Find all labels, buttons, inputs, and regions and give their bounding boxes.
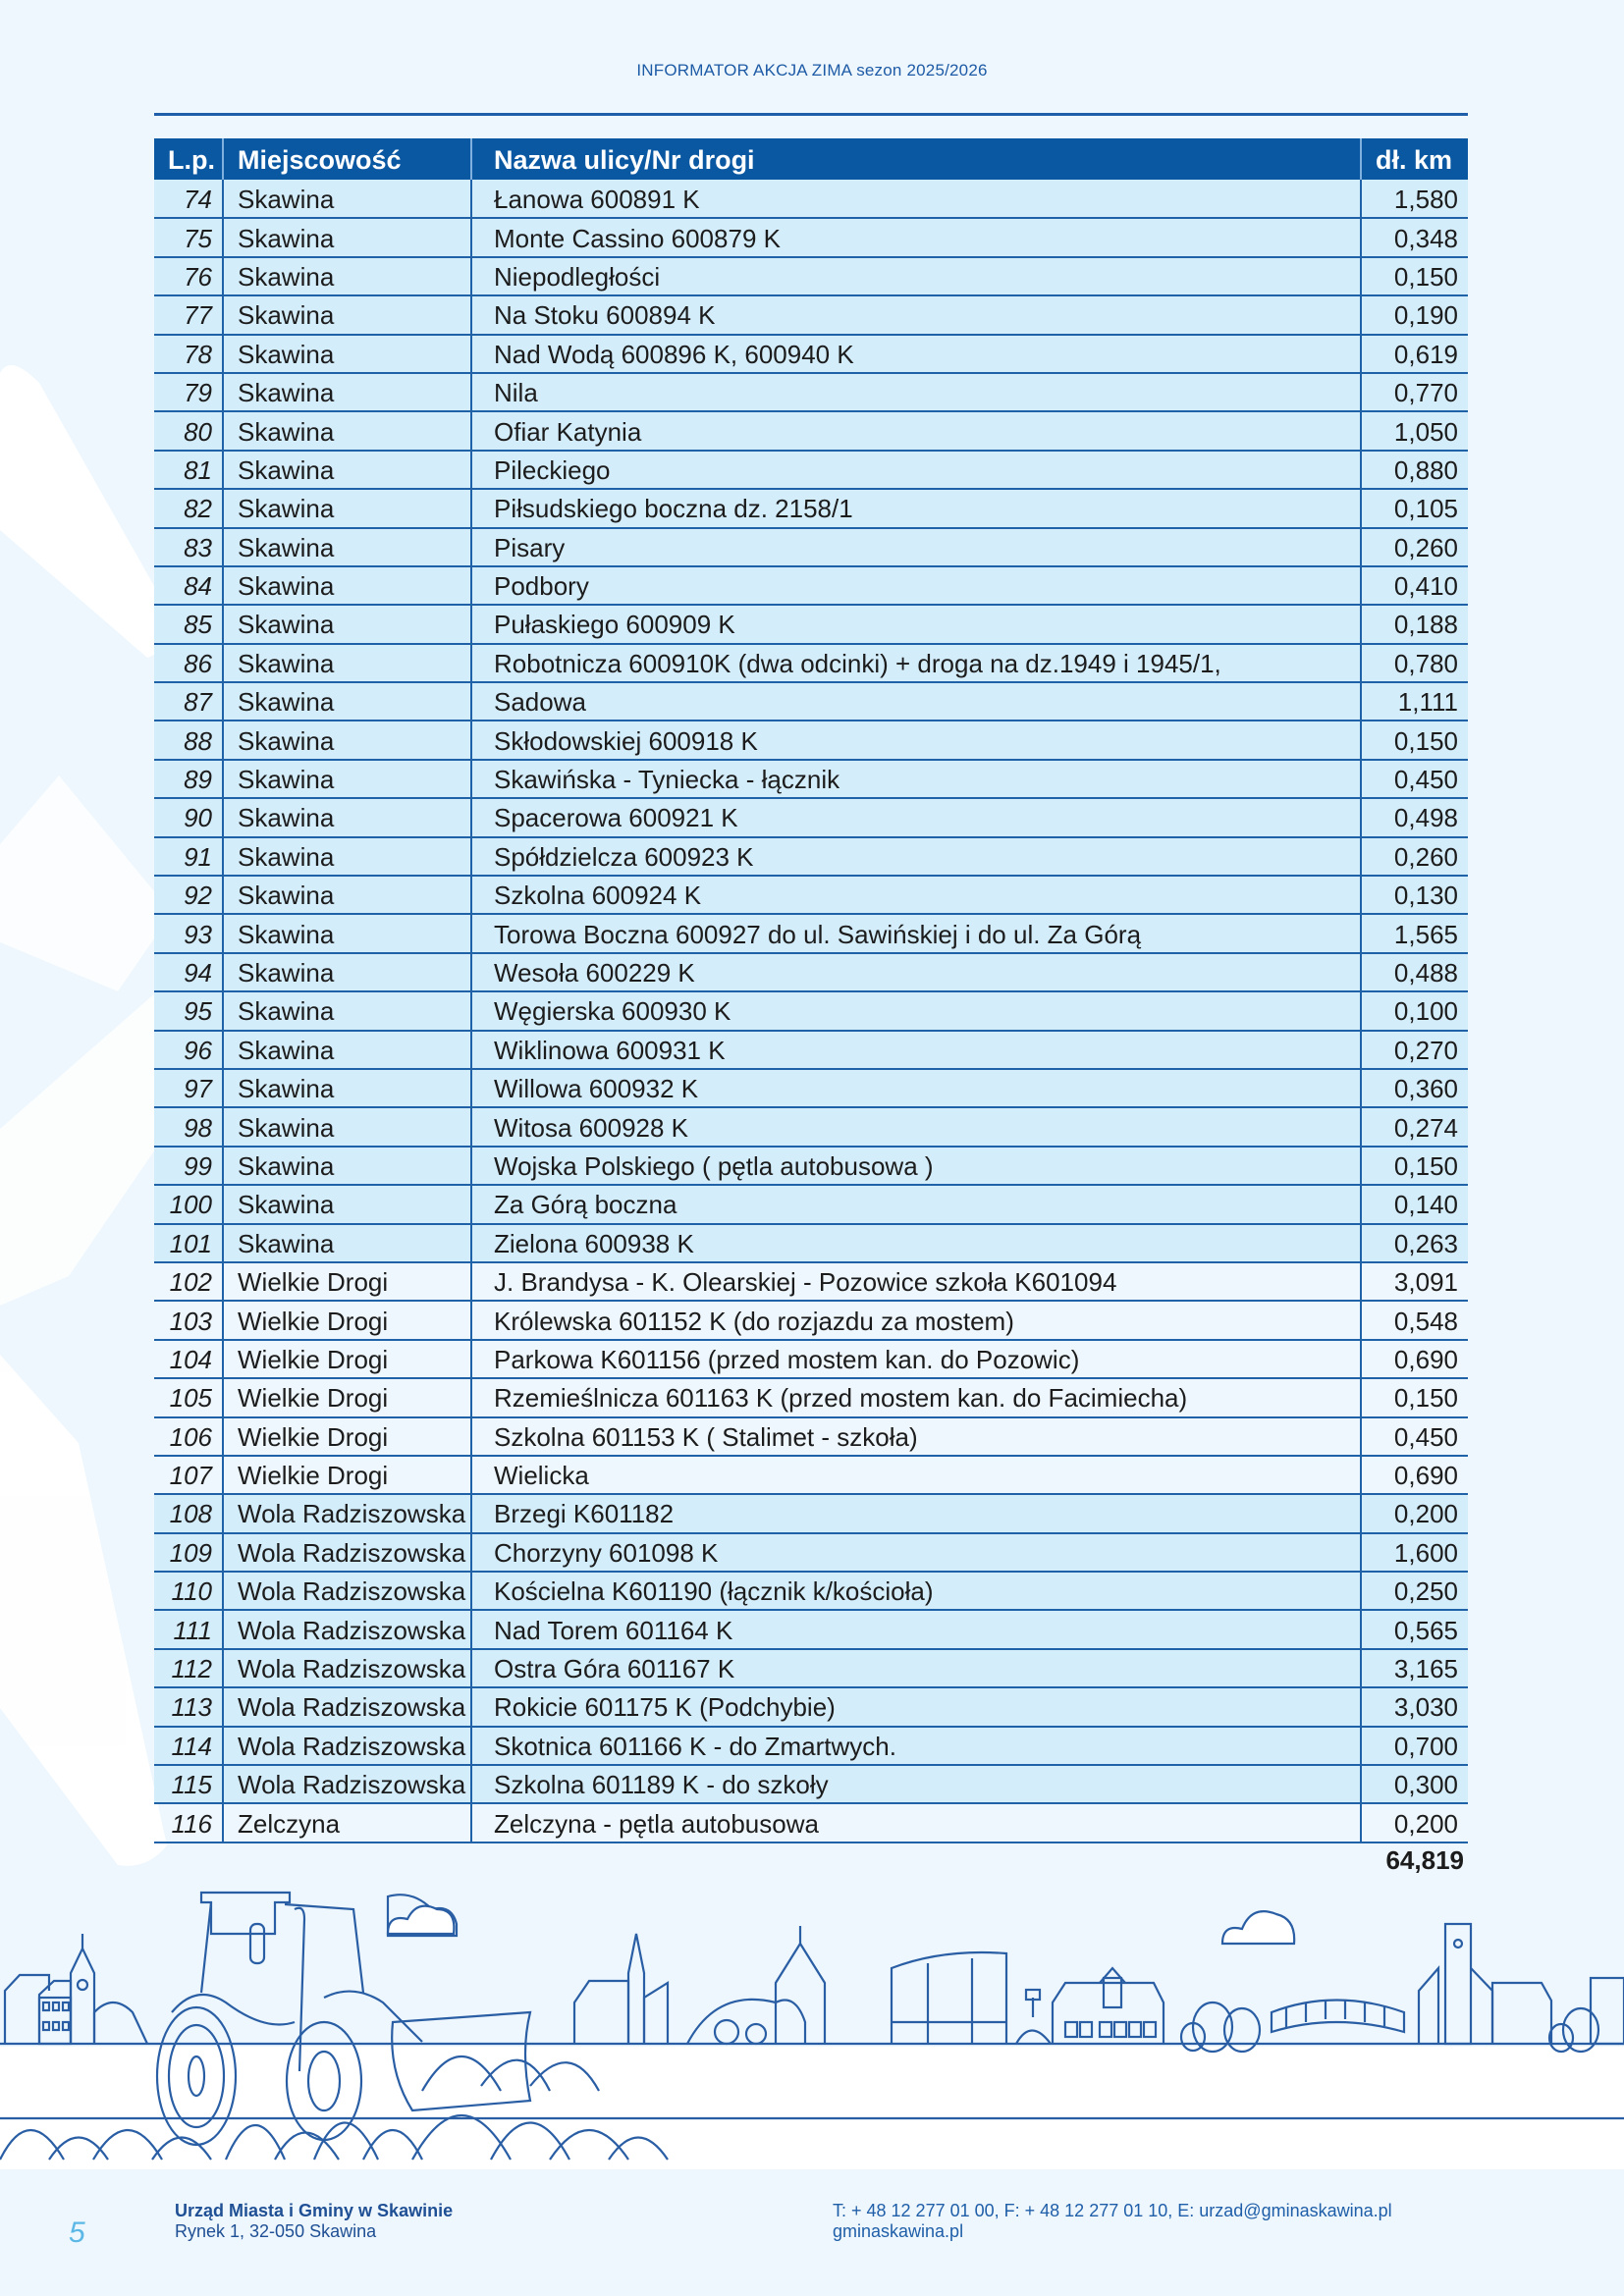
town-cell: Skawina — [223, 1147, 471, 1185]
length-cell: 0,274 — [1393, 1112, 1458, 1143]
town-cell: Wielkie Drogi — [223, 1456, 471, 1494]
table-row — [154, 1417, 1468, 1456]
length-cell: 0,450 — [1393, 1421, 1458, 1452]
row-number: 81 — [154, 451, 223, 489]
town-cell: Skawina — [223, 335, 471, 373]
row-number: 80 — [154, 411, 223, 450]
street-cell: Pisary — [471, 528, 1361, 566]
length-cell: 0,200 — [1393, 1499, 1458, 1529]
town-cell: Skawina — [223, 1224, 471, 1262]
table-row — [154, 876, 1468, 914]
row-number: 112 — [154, 1649, 223, 1687]
table-header-row — [154, 138, 1468, 180]
table-row — [154, 991, 1468, 1030]
town-cell: Skawina — [223, 373, 471, 411]
roads-table — [154, 138, 1468, 1843]
modern-hall-icon — [892, 1952, 1051, 2044]
length-cell: 1,580 — [1393, 184, 1458, 214]
row-number: 87 — [154, 682, 223, 721]
row-number: 89 — [154, 760, 223, 798]
row-number: 107 — [154, 1456, 223, 1494]
row-number: 86 — [154, 644, 223, 682]
row-number: 106 — [154, 1417, 223, 1456]
row-number: 74 — [154, 180, 223, 218]
row-number: 109 — [154, 1533, 223, 1572]
table-row — [154, 1107, 1468, 1146]
table-body — [154, 180, 1468, 1842]
street-cell: Podbory — [471, 566, 1361, 605]
town-cell: Skawina — [223, 837, 471, 876]
table-row — [154, 1649, 1468, 1687]
street-cell: Parkowa K601156 (przed mostem kan. do Pozowic) — [471, 1340, 1361, 1378]
town-cell: Skawina — [223, 411, 471, 450]
table-row — [154, 528, 1468, 566]
website-link[interactable]: gminaskawina.pl — [833, 2221, 964, 2241]
street-cell: Sadowa — [471, 682, 1361, 721]
street-cell: Torowa Boczna 600927 do ul. Sawińskiej i do ul. Za Górą — [471, 914, 1361, 952]
table-row — [154, 721, 1468, 759]
town-cell: Wielkie Drogi — [223, 1340, 471, 1378]
street-cell: Nila — [471, 373, 1361, 411]
organization-address: Rynek 1, 32-050 Skawina — [175, 2221, 377, 2241]
town-cell: Wola Radziszowska — [223, 1494, 471, 1532]
length-cell: 0,105 — [1393, 494, 1458, 524]
length-cell: 0,619 — [1393, 339, 1458, 369]
table-row — [154, 1533, 1468, 1572]
length-cell: 0,450 — [1393, 765, 1458, 795]
town-cell: Skawina — [223, 876, 471, 914]
table-row — [154, 605, 1468, 643]
table-row — [154, 1340, 1468, 1378]
street-cell: Skawińska - Tyniecka - łącznik — [471, 760, 1361, 798]
footer-organization — [175, 2201, 453, 2242]
town-cell: Skawina — [223, 1107, 471, 1146]
street-cell: Niepodległości — [471, 257, 1361, 295]
length-cell: 0,190 — [1393, 300, 1458, 331]
town-cell: Skawina — [223, 914, 471, 952]
table-row — [154, 1378, 1468, 1416]
length-cell: 1,050 — [1393, 416, 1458, 447]
length-cell: 0,690 — [1393, 1344, 1458, 1374]
row-number: 93 — [154, 914, 223, 952]
table-row — [154, 1262, 1468, 1301]
street-cell: Szkolna 601153 K ( Stalimet - szkoła) — [471, 1417, 1361, 1456]
row-number: 94 — [154, 953, 223, 991]
length-cell: 0,488 — [1393, 958, 1458, 988]
row-number: 98 — [154, 1107, 223, 1146]
town-cell: Wielkie Drogi — [223, 1378, 471, 1416]
length-cell: 0,100 — [1393, 996, 1458, 1027]
row-number: 100 — [154, 1185, 223, 1223]
town-cell: Skawina — [223, 1031, 471, 1069]
street-cell: Ostra Góra 601167 K — [471, 1649, 1361, 1687]
town-cell: Skawina — [223, 991, 471, 1030]
length-cell: 0,770 — [1393, 378, 1458, 408]
row-number: 108 — [154, 1494, 223, 1532]
table-row — [154, 1727, 1468, 1765]
town-cell: Wola Radziszowska — [223, 1533, 471, 1572]
table-row — [154, 295, 1468, 334]
length-cell: 0,263 — [1393, 1228, 1458, 1258]
town-cell: Skawina — [223, 1185, 471, 1223]
table-row — [154, 682, 1468, 721]
town-cell: Wola Radziszowska — [223, 1727, 471, 1765]
row-number: 85 — [154, 605, 223, 643]
row-number: 97 — [154, 1069, 223, 1107]
table-row — [154, 373, 1468, 411]
table-row — [154, 837, 1468, 876]
church-buildings-icon — [574, 1926, 825, 2044]
length-cell: 0,260 — [1393, 841, 1458, 872]
length-cell: 0,270 — [1393, 1035, 1458, 1065]
length-cell: 1,565 — [1393, 919, 1458, 949]
table-row — [154, 335, 1468, 373]
manor-house-icon — [1053, 1968, 1164, 2044]
table-row — [154, 1803, 1468, 1842]
row-number: 104 — [154, 1340, 223, 1378]
town-cell: Skawina — [223, 489, 471, 527]
length-cell: 3,030 — [1393, 1692, 1458, 1723]
street-cell: Łanowa 600891 K — [471, 180, 1361, 218]
table-row — [154, 257, 1468, 295]
town-cell: Skawina — [223, 566, 471, 605]
table-row — [154, 1185, 1468, 1223]
length-cell: 0,700 — [1393, 1731, 1458, 1761]
town-cell: Wola Radziszowska — [223, 1765, 471, 1803]
length-cell: 0,200 — [1393, 1808, 1458, 1839]
table-row — [154, 798, 1468, 836]
row-number: 91 — [154, 837, 223, 876]
town-cell: Wola Radziszowska — [223, 1572, 471, 1610]
length-cell: 1,111 — [1397, 687, 1458, 718]
row-number: 110 — [154, 1572, 223, 1610]
street-cell: Ofiar Katynia — [471, 411, 1361, 450]
column-header-km: dł. km — [1376, 144, 1453, 175]
street-cell: Willowa 600932 K — [471, 1069, 1361, 1107]
length-cell: 0,140 — [1393, 1190, 1458, 1220]
row-number: 82 — [154, 489, 223, 527]
length-cell: 0,250 — [1393, 1576, 1458, 1607]
row-number: 77 — [154, 295, 223, 334]
town-cell: Skawina — [223, 798, 471, 836]
table-row — [154, 1456, 1468, 1494]
table-row — [154, 1301, 1468, 1339]
town-cell: Skawina — [223, 605, 471, 643]
town-cell: Skawina — [223, 760, 471, 798]
street-cell: Chorzyny 601098 K — [471, 1533, 1361, 1572]
street-cell: Na Stoku 600894 K — [471, 295, 1361, 334]
column-header-lp: L.p. — [154, 138, 223, 180]
length-cell: 0,150 — [1393, 725, 1458, 756]
header-rule — [154, 113, 1468, 116]
town-cell: Skawina — [223, 682, 471, 721]
length-cell: 0,360 — [1393, 1074, 1458, 1104]
table-row — [154, 489, 1468, 527]
street-cell: Za Górą boczna — [471, 1185, 1361, 1223]
street-cell: Zielona 600938 K — [471, 1224, 1361, 1262]
town-cell: Skawina — [223, 218, 471, 256]
table-row — [154, 566, 1468, 605]
town-cell: Zelczyna — [223, 1803, 471, 1842]
town-cell: Wielkie Drogi — [223, 1301, 471, 1339]
town-cell: Skawina — [223, 721, 471, 759]
table-row — [154, 218, 1468, 256]
row-number: 76 — [154, 257, 223, 295]
length-cell: 0,548 — [1393, 1306, 1458, 1336]
street-cell: Robotnicza 600910K (dwa odcinki) + droga na dz.1949 i 1945/1, — [471, 644, 1361, 682]
length-cell: 0,780 — [1393, 648, 1458, 678]
table-row — [154, 1147, 1468, 1185]
row-number: 116 — [154, 1803, 223, 1842]
organization-name: Urząd Miasta i Gminy w Skawinie — [175, 2201, 454, 2220]
table-row — [154, 1610, 1468, 1648]
street-cell: Nad Wodą 600896 K, 600940 K — [471, 335, 1361, 373]
length-cell: 3,165 — [1393, 1654, 1458, 1684]
street-cell: Skłodowskiej 600918 K — [471, 721, 1361, 759]
length-cell: 1,600 — [1393, 1537, 1458, 1568]
left-buildings-icon — [5, 1934, 147, 2044]
town-cell: Wola Radziszowska — [223, 1610, 471, 1648]
total-km: 64,819 — [1385, 1845, 1464, 1875]
table-row — [154, 1069, 1468, 1107]
street-cell: Królewska 601152 K (do rozjazdu za mostem) — [471, 1301, 1361, 1339]
table-row — [154, 953, 1468, 991]
bridge-icon — [1272, 2000, 1404, 2032]
row-number: 95 — [154, 991, 223, 1030]
town-cell: Skawina — [223, 953, 471, 991]
table-row — [154, 1572, 1468, 1610]
row-number: 84 — [154, 566, 223, 605]
row-number: 88 — [154, 721, 223, 759]
row-number: 111 — [154, 1610, 223, 1648]
row-number: 114 — [154, 1727, 223, 1765]
winter-skyline-illustration — [0, 1875, 1624, 2169]
town-cell: Skawina — [223, 295, 471, 334]
street-cell: Wiklinowa 600931 K — [471, 1031, 1361, 1069]
column-header-street: Nazwa ulicy/Nr drogi — [471, 138, 1361, 180]
street-cell: Zelczyna - pętla autobusowa — [471, 1803, 1361, 1842]
street-cell: Skotnica 601166 K - do Zmartwych. — [471, 1727, 1361, 1765]
street-cell: Witosa 600928 K — [471, 1107, 1361, 1146]
table-row — [154, 411, 1468, 450]
row-number: 105 — [154, 1378, 223, 1416]
table-row — [154, 180, 1468, 218]
clouds-icon — [388, 1906, 1294, 1944]
table-row — [154, 1224, 1468, 1262]
row-number: 78 — [154, 335, 223, 373]
length-cell: 3,091 — [1393, 1267, 1458, 1298]
length-cell: 0,690 — [1393, 1461, 1458, 1491]
row-number: 99 — [154, 1147, 223, 1185]
length-cell: 0,188 — [1393, 610, 1458, 640]
street-cell: Piłsudskiego boczna dz. 2158/1 — [471, 489, 1361, 527]
contact-line: T: + 48 12 277 01 00, F: + 48 12 277 01 10, E: urzad@gminaskawina.pl — [833, 2201, 1392, 2220]
table-row — [154, 1031, 1468, 1069]
town-cell: Skawina — [223, 644, 471, 682]
length-cell: 0,300 — [1393, 1770, 1458, 1800]
street-cell: Spacerowa 600921 K — [471, 798, 1361, 836]
row-number: 83 — [154, 528, 223, 566]
street-cell: Wesoła 600229 K — [471, 953, 1361, 991]
row-number: 101 — [154, 1224, 223, 1262]
row-number: 113 — [154, 1687, 223, 1726]
street-cell: Rokicie 601175 K (Podchybie) — [471, 1687, 1361, 1726]
town-hall-tower-icon — [1419, 1924, 1624, 2044]
town-cell: Wola Radziszowska — [223, 1687, 471, 1726]
length-cell: 0,348 — [1393, 223, 1458, 253]
table-row — [154, 451, 1468, 489]
footer-contact — [833, 2201, 1392, 2242]
town-cell: Skawina — [223, 1069, 471, 1107]
street-cell: Szkolna 601189 K - do szkoły — [471, 1765, 1361, 1803]
length-cell: 0,130 — [1393, 881, 1458, 911]
table-row — [154, 644, 1468, 682]
length-cell: 0,150 — [1393, 261, 1458, 292]
row-number: 92 — [154, 876, 223, 914]
length-cell: 0,260 — [1393, 532, 1458, 562]
street-cell: Pułaskiego 600909 K — [471, 605, 1361, 643]
row-number: 79 — [154, 373, 223, 411]
running-header-title: INFORMATOR AKCJA ZIMA sezon 2025/2026 — [636, 61, 988, 80]
town-cell: Skawina — [223, 257, 471, 295]
page-number: 5 — [69, 2216, 85, 2249]
row-number: 115 — [154, 1765, 223, 1803]
column-header-town: Miejscowość — [223, 138, 471, 180]
street-cell: Kościelna K601190 (łącznik k/kościoła) — [471, 1572, 1361, 1610]
length-cell: 0,150 — [1393, 1383, 1458, 1414]
town-cell: Skawina — [223, 180, 471, 218]
row-number: 75 — [154, 218, 223, 256]
table-row — [154, 1687, 1468, 1726]
town-cell: Wielkie Drogi — [223, 1262, 471, 1301]
street-cell: Monte Cassino 600879 K — [471, 218, 1361, 256]
street-cell: Wojska Polskiego ( pętla autobusowa ) — [471, 1147, 1361, 1185]
length-cell: 0,498 — [1393, 803, 1458, 833]
street-cell: Spółdzielcza 600923 K — [471, 837, 1361, 876]
length-cell: 0,150 — [1393, 1150, 1458, 1181]
length-cell: 0,565 — [1393, 1615, 1458, 1645]
row-number: 102 — [154, 1262, 223, 1301]
town-cell: Wola Radziszowska — [223, 1649, 471, 1687]
table-row — [154, 914, 1468, 952]
street-cell: Wielicka — [471, 1456, 1361, 1494]
length-cell: 0,880 — [1393, 454, 1458, 485]
street-cell: J. Brandysa - K. Olearskiej - Pozowice szkoła K601094 — [471, 1262, 1361, 1301]
street-cell: Nad Torem 601164 K — [471, 1610, 1361, 1648]
street-cell: Węgierska 600930 K — [471, 991, 1361, 1030]
street-cell: Brzegi K601182 — [471, 1494, 1361, 1532]
street-cell: Szkolna 600924 K — [471, 876, 1361, 914]
table-row — [154, 1765, 1468, 1803]
row-number: 90 — [154, 798, 223, 836]
town-cell: Skawina — [223, 528, 471, 566]
row-number: 96 — [154, 1031, 223, 1069]
table-row — [154, 760, 1468, 798]
town-cell: Wielkie Drogi — [223, 1417, 471, 1456]
street-cell: Rzemieślnicza 601163 K (przed mostem kan. do Facimiecha) — [471, 1378, 1361, 1416]
street-cell: Pileckiego — [471, 451, 1361, 489]
table-row — [154, 1494, 1468, 1532]
town-cell: Skawina — [223, 451, 471, 489]
length-cell: 0,410 — [1393, 571, 1458, 602]
row-number: 103 — [154, 1301, 223, 1339]
